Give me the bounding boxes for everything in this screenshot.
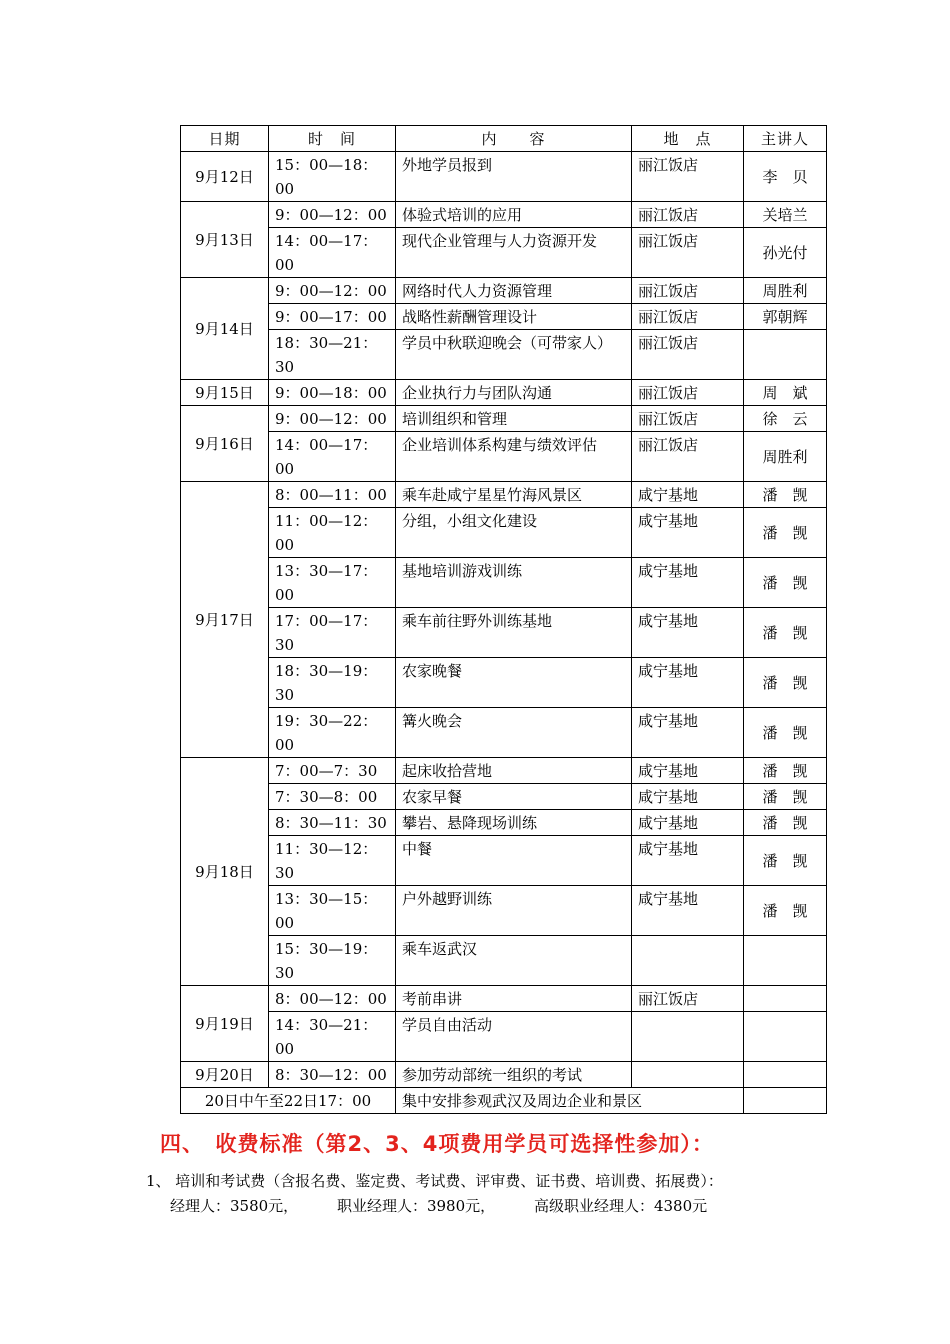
speaker-cell [744,1062,827,1088]
content-cell: 基地培训游戏训练 [396,558,632,608]
content-cell: 现代企业管理与人力资源开发 [396,228,632,278]
content-cell: 乘车返武汉 [396,936,632,986]
time-cell: 14：30—21：00 [269,1012,396,1062]
last-row-label: 20日中午至22日17：00 [181,1088,396,1114]
time-cell: 8：30—11：30 [269,810,396,836]
place-cell: 丽江饭店 [632,228,744,278]
fee-item-1: 1、 培训和考试费（含报名费、鉴定费、考试费、评审费、证书费、培训费、拓展费）： [146,1172,723,1190]
header-speaker: 主讲人 [744,126,827,152]
place-cell [632,1062,744,1088]
speaker-cell: 潘 觊 [744,784,827,810]
table-row [181,658,827,708]
speaker-cell [744,936,827,986]
time-cell: 9：00—12：00 [269,202,396,228]
place-cell: 咸宁基地 [632,758,744,784]
content-cell: 篝火晚会 [396,708,632,758]
time-cell: 9：00—17：00 [269,304,396,330]
speaker-cell: 周胜利 [744,278,827,304]
content-cell: 学员中秋联迎晚会（可带家人） [396,330,632,380]
table-row [181,886,827,936]
speaker-cell: 潘 觊 [744,836,827,886]
content-cell: 户外越野训练 [396,886,632,936]
content-cell: 乘车前往野外训练基地 [396,608,632,658]
time-cell: 15：00—18：00 [269,152,396,202]
table-row [181,1062,827,1088]
place-cell: 丽江饭店 [632,152,744,202]
time-cell: 18：30—21：30 [269,330,396,380]
time-cell: 14：00—17：00 [269,228,396,278]
place-cell: 丽江饭店 [632,304,744,330]
speaker-cell: 孙光付 [744,228,827,278]
table-row [181,432,827,482]
table-row [181,758,827,784]
content-cell: 学员自由活动 [396,1012,632,1062]
date-cell: 9月16日 [181,406,269,482]
date-cell: 9月14日 [181,278,269,380]
speaker-cell [744,986,827,1012]
table-row [181,482,827,508]
speaker-cell: 潘 觊 [744,658,827,708]
date-cell: 9月15日 [181,380,269,406]
table-row [181,1012,827,1062]
speaker-cell: 关培兰 [744,202,827,228]
place-cell: 丽江饭店 [632,330,744,380]
time-cell: 19：30—22：00 [269,708,396,758]
content-cell: 乘车赴咸宁星星竹海风景区 [396,482,632,508]
fee-manager: 经理人：3580元， [170,1197,299,1215]
table-row [181,380,827,406]
table-row [181,936,827,986]
place-cell: 咸宁基地 [632,558,744,608]
table-row [181,152,827,202]
time-cell: 9：00—12：00 [269,278,396,304]
date-cell: 9月18日 [181,758,269,986]
time-cell: 13：30—17：00 [269,558,396,608]
header-content: 内 容 [396,126,632,152]
speaker-cell: 潘 觊 [744,482,827,508]
content-cell: 战略性薪酬管理设计 [396,304,632,330]
speaker-cell: 潘 觊 [744,708,827,758]
time-cell: 8：00—12：00 [269,986,396,1012]
place-cell: 咸宁基地 [632,508,744,558]
table-row [181,228,827,278]
speaker-cell: 李 贝 [744,152,827,202]
section-title: 四、 收费标准（第2、3、4项费用学员可选择性参加）： [160,1132,714,1156]
table-row [181,608,827,658]
place-cell [632,936,744,986]
place-cell: 丽江饭店 [632,278,744,304]
time-cell: 11：30—12：30 [269,836,396,886]
speaker-cell [744,1012,827,1062]
table-row [181,784,827,810]
speaker-cell: 郭朝辉 [744,304,827,330]
last-row-content: 集中安排参观武汉及周边企业和景区 [396,1088,744,1114]
table-row [181,810,827,836]
date-cell: 9月13日 [181,202,269,278]
speaker-cell: 周 斌 [744,380,827,406]
date-cell: 9月17日 [181,482,269,758]
place-cell: 丽江饭店 [632,432,744,482]
time-cell: 8：30—12：00 [269,1062,396,1088]
speaker-cell: 潘 觊 [744,886,827,936]
speaker-cell: 徐 云 [744,406,827,432]
content-cell: 企业培训体系构建与绩效评估 [396,432,632,482]
place-cell: 咸宁基地 [632,608,744,658]
content-cell: 分组，小组文化建设 [396,508,632,558]
place-cell: 咸宁基地 [632,708,744,758]
place-cell: 咸宁基地 [632,658,744,708]
table-row-last [181,1088,827,1114]
fee-pro-manager: 职业经理人：3980元， [336,1197,496,1215]
speaker-cell: 潘 觊 [744,810,827,836]
time-cell: 7：00—7：30 [269,758,396,784]
place-cell: 咸宁基地 [632,886,744,936]
place-cell: 丽江饭店 [632,406,744,432]
time-cell: 8：00—11：00 [269,482,396,508]
time-cell: 13：30—15：00 [269,886,396,936]
speaker-cell: 潘 觊 [744,758,827,784]
place-cell [632,1012,744,1062]
time-cell: 18：30—19：30 [269,658,396,708]
content-cell: 网络时代人力资源管理 [396,278,632,304]
place-cell: 咸宁基地 [632,784,744,810]
header-time: 时 间 [269,126,396,152]
table-row [181,304,827,330]
table-row [181,508,827,558]
header-place: 地 点 [632,126,744,152]
table-row [181,986,827,1012]
speaker-cell [744,330,827,380]
time-cell: 14：00—17：00 [269,432,396,482]
speaker-cell: 潘 觊 [744,508,827,558]
table-row [181,558,827,608]
time-cell: 11：00—12：00 [269,508,396,558]
time-cell: 17：00—17：30 [269,608,396,658]
place-cell: 咸宁基地 [632,836,744,886]
content-cell: 起床收拾营地 [396,758,632,784]
table-row [181,836,827,886]
date-cell: 9月12日 [181,152,269,202]
content-cell: 培训组织和管理 [396,406,632,432]
speaker-cell: 潘 觊 [744,558,827,608]
time-cell: 9：00—18：00 [269,380,396,406]
time-cell: 15：30—19：30 [269,936,396,986]
table-row [181,406,827,432]
table-row [181,278,827,304]
place-cell: 咸宁基地 [632,810,744,836]
content-cell: 农家早餐 [396,784,632,810]
speaker-cell: 周胜利 [744,432,827,482]
last-row-speaker [744,1088,827,1114]
date-cell: 9月20日 [181,1062,269,1088]
table-row [181,330,827,380]
fee-senior-manager: 高级职业经理人：4380元 [533,1197,708,1215]
content-cell: 攀岩、悬降现场训练 [396,810,632,836]
schedule-table [180,125,827,1114]
content-cell: 农家晚餐 [396,658,632,708]
time-cell: 9：00—12：00 [269,406,396,432]
place-cell: 丽江饭店 [632,202,744,228]
content-cell: 中餐 [396,836,632,886]
table-row [181,202,827,228]
content-cell: 企业执行力与团队沟通 [396,380,632,406]
time-cell: 7：30—8：00 [269,784,396,810]
speaker-cell: 潘 觊 [744,608,827,658]
table-row [181,708,827,758]
table-header-row [181,126,827,152]
content-cell: 参加劳动部统一组织的考试 [396,1062,632,1088]
place-cell: 丽江饭店 [632,380,744,406]
content-cell: 考前串讲 [396,986,632,1012]
place-cell: 丽江饭店 [632,986,744,1012]
date-cell: 9月19日 [181,986,269,1062]
content-cell: 体验式培训的应用 [396,202,632,228]
place-cell: 咸宁基地 [632,482,744,508]
header-date: 日期 [181,126,269,152]
fee-prices [170,1195,707,1216]
content-cell: 外地学员报到 [396,152,632,202]
